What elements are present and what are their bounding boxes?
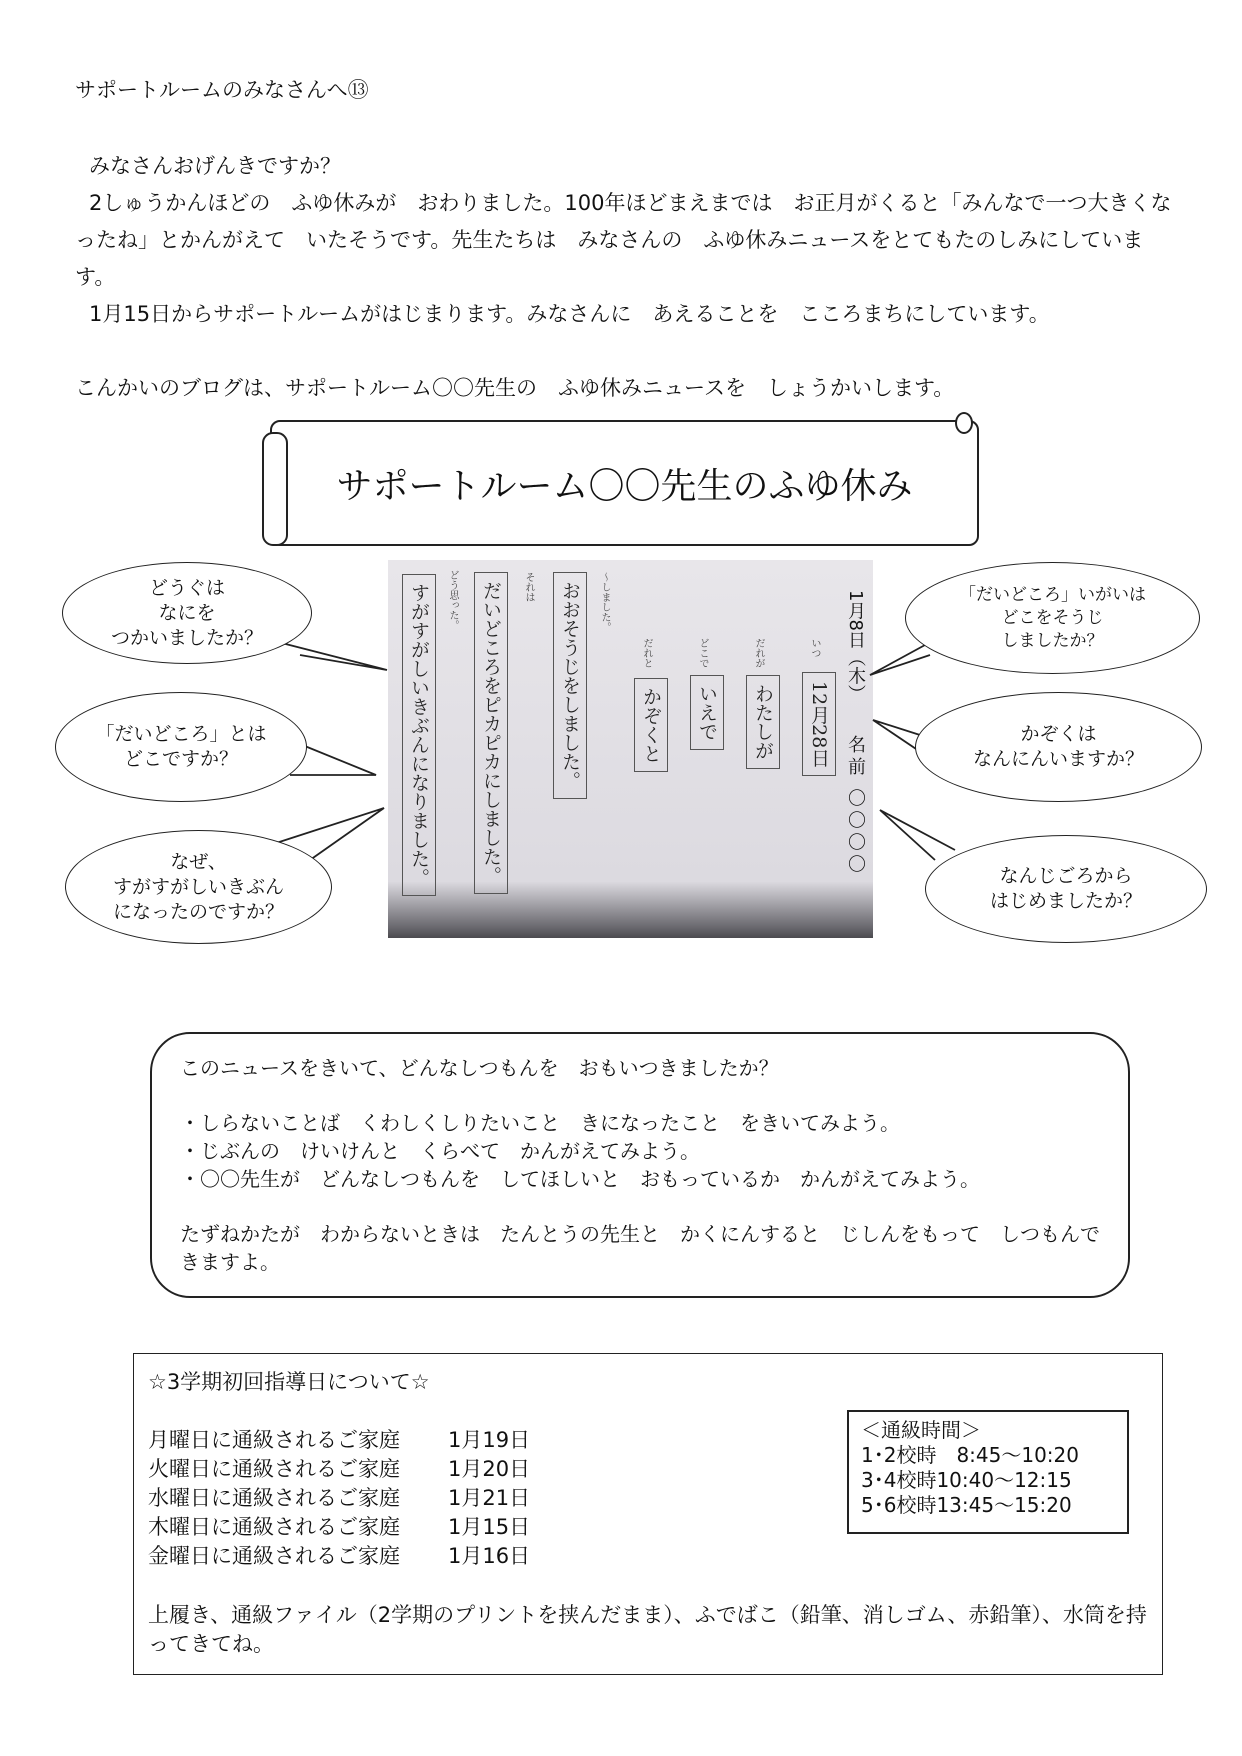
question-bubble-why: なぜ、 すがすがしいきぶん になったのですか？ [65, 830, 332, 944]
schedule-heading: ☆3学期初回指導日について☆ [148, 1370, 430, 1394]
worksheet-date: 1月8日（木） [845, 590, 866, 703]
schedule-date: 1月16日 [448, 1544, 531, 1568]
slip-detail: だいどころをピカピカにしました。 [474, 572, 508, 894]
schedule-date: 1月21日 [448, 1486, 531, 1510]
slip-where: いえで [690, 675, 724, 750]
schedule-date: 1月19日 [448, 1428, 531, 1452]
bring-items: 上履き、通級ファイル（2学期のプリントを挟んだまま）、ふでばこ（鉛筆、消しゴム、赤鉛筆）、水筒を持ってきてね。 [148, 1603, 1147, 1656]
doc-title: サポートルームのみなさんへ⑬ [75, 78, 369, 102]
question-bubble-time: なんじごろから はじめましたか？ [925, 835, 1207, 943]
schedule-day: 火曜日に通級されるご家庭 [148, 1457, 400, 1481]
question-prompt-box [150, 1032, 1130, 1298]
schedule-row [148, 1513, 530, 1542]
banner-title: サポートルーム〇〇先生のふゆ休み [336, 465, 913, 507]
schedule-row [148, 1542, 530, 1571]
prompt-tip: ・しらないことば くわしくしりたいこと きになったこと をきいてみよう。 [180, 1111, 900, 1135]
slip-with-whom: かぞくと [634, 678, 668, 772]
schedule-date: 1月15日 [448, 1515, 531, 1539]
schedule-row [148, 1484, 530, 1513]
slip-label: どこで [697, 638, 708, 668]
slip-when: 12月28日 [802, 672, 836, 776]
schedule-day: 月曜日に通級されるご家庭 [148, 1428, 400, 1452]
paragraph-intro: こんかいのブログは、サポートルーム〇〇先生の ふゆ休みニュースを しょうかいします。 [75, 376, 955, 400]
paragraph-greeting: みなさんおげんきですか？ [89, 154, 341, 178]
question-bubble-other-rooms: 「だいどころ」いがいは どこをそうじ しましたか？ [905, 562, 1200, 674]
slip-who: わたしが [746, 675, 780, 769]
prompt-heading: このニュースをきいて、どんなしつもんを おもいつきましたか？ [180, 1056, 779, 1080]
question-bubble-kitchen: 「だいどころ」とは どこですか？ [55, 692, 307, 802]
slip-label: いつ [809, 638, 820, 658]
time-slot: 1･2校時 8:45～10:20 [861, 1443, 1079, 1467]
worksheet-name: 名前 〇〇〇〇 [845, 735, 866, 877]
class-times-box [847, 1410, 1129, 1534]
slip-feeling: すがすがしいきぶんになりました。 [402, 574, 436, 896]
times-heading: ＜通級時間＞ [861, 1418, 981, 1442]
slip-label: だれと [641, 638, 652, 668]
schedule-date: 1月20日 [448, 1457, 531, 1481]
prompt-note: たずねかたが わからないときは たんとうの先生と かくにんすると じしんをもって しつもんできますよ。 [180, 1222, 1100, 1274]
slip-label: ～しました。 [599, 572, 610, 632]
slip-label: だれが [753, 638, 764, 668]
schedule-day: 水曜日に通級されるご家庭 [148, 1486, 400, 1510]
question-bubble-family: かぞくは なんにんいますか？ [915, 692, 1202, 802]
schedule-row [148, 1455, 530, 1484]
schedule-day: 金曜日に通級されるご家庭 [148, 1544, 400, 1568]
slip-label: それは [523, 572, 534, 602]
slip-what: おおそうじをしました。 [553, 572, 587, 799]
slip-label: どう思った。 [447, 570, 458, 630]
paragraph-start-date: 1月15日からサポートルームがはじまります。みなさんに あえることを こころまちにしています。 [89, 302, 1050, 326]
schedule-row [148, 1426, 530, 1455]
schedule-day: 木曜日に通級されるご家庭 [148, 1515, 400, 1539]
prompt-tip: ・じぶんの けいけんと くらべて かんがえてみよう。 [180, 1139, 700, 1163]
time-slot: 5･6校時13:45～15:20 [861, 1493, 1072, 1517]
time-slot: 3･4校時10:40～12:15 [861, 1468, 1072, 1492]
prompt-tip: ・〇〇先生が どんなしつもんを してほしいと おもっているか かんがえてみよう。 [180, 1167, 980, 1191]
paragraph-winter-break: 2しゅうかんほどの ふゆ休みが おわりました。100年ほどまえまでは お正月がくると「みんなで一つ大きくなったね」とかんがえて いたそうです。先生たちは みなさんの ふゆ休みニュースをとてもたのしみにしています。 [75, 191, 1172, 289]
question-bubble-tools: どうぐは なにを つかいましたか？ [62, 562, 312, 664]
